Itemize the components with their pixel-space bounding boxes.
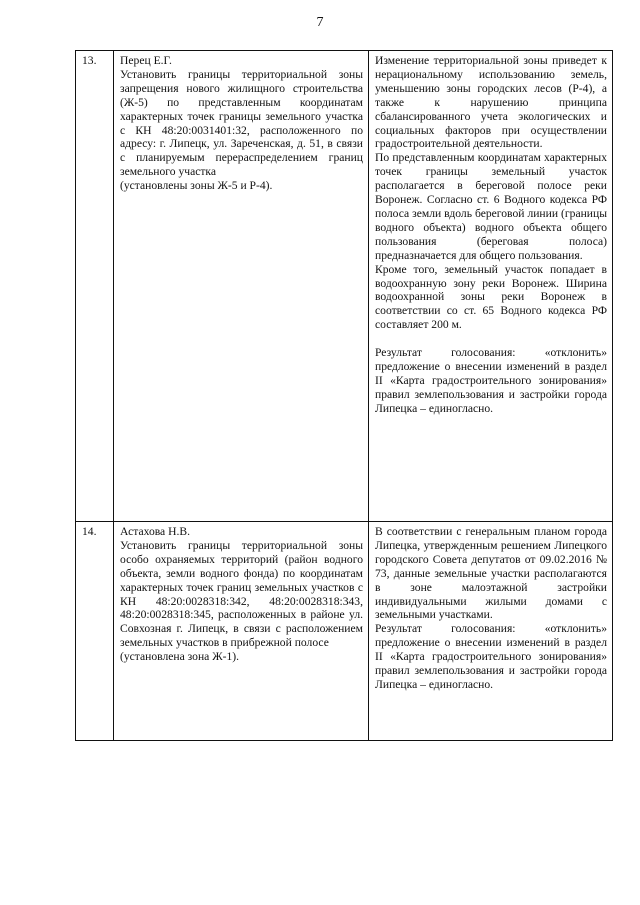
decisions-table [75, 50, 613, 741]
zone-note: (установлены зоны Ж-5 и Р-4). [120, 179, 273, 193]
vote-result: Результат голосования: «отклонить» предложение о внесении изменений в раздел II «Карта градостроительного зонирования» правил землепользования и застройки города Липецка – единогласно. [375, 346, 607, 415]
decision-paragraph: Кроме того, земельный участок попадает в водоохранную зону реки Воронеж. Ширина водоохранной зоны реки Воронеж в соответствии со ст. 65 Водного кодекса РФ составляет 200 м. [375, 262, 607, 332]
page-number: 7 [316, 15, 324, 30]
decision-cell [369, 522, 613, 741]
zone-note: (установлена зона Ж-1). [120, 650, 240, 664]
proposal-cell [114, 522, 369, 741]
row-number: 13. [76, 51, 114, 522]
proposal-text: Установить границы территориальной зоны особо охраняемых территорий (район водного объекта, земли водного фонда) по координатам характерных точек границ земельных участков с КН 48:20:0028318:342, 48:20:0028318:343, 48:20:0028318:345, расположенных в районе ул. Совхозная г. Липецк, в связи с расположением земельных участков в прибрежной полосе [120, 538, 363, 650]
table-row [76, 51, 613, 522]
proposal-text: Установить границы территориальной зоны запрещения нового жилищного строительства (Ж-5) по представленным координатам характерных точек границы земельного участка с КН 48:20:0031401:32, расположенного по адресу: г. Липецк, ул. Зареченская, д. 51, в связи с планируемым перераспределением границ земельного участка [120, 67, 363, 179]
decision-paragraph: Изменение территориальной зоны приведет к нерациональному использованию земель, уменьшению зоны городских лесов (Р-4), а также к нарушению принципа сбалансированного учета экологических и социальных факторов при осуществлении градостроительной деятельности. [375, 54, 607, 151]
applicant-name: Астахова Н.В. [120, 525, 191, 538]
proposal-cell [114, 51, 369, 522]
table-row [76, 522, 613, 741]
decision-cell [369, 51, 613, 522]
row-number: 14. [76, 522, 114, 741]
vote-result: Результат голосования: «отклонить» предложение о внесении изменений в раздел II «Карта градостроительного зонирования» правил землепользования и застройки города Липецка – единогласно. [375, 622, 607, 691]
decision-paragraph: В соответствии с генеральным планом города Липецка, утвержденным решением Липецкого городского Совета депутатов от 09.02.2016 № 73, данные земельные участки располагаются в зоне малоэтажной застройки индивидуальными жилыми домами с земельными участками. [375, 525, 607, 622]
decision-paragraph: По представленным координатам характерных точек границы земельный участок располагается в береговой полосе реки Воронеж. Согласно ст. 6 Водного кодекса РФ полоса земли вдоль береговой линии (границы водного объекта) водного объекта общего пользования (береговая полоса) предназначается для общего пользования. [375, 151, 607, 262]
applicant-name: Перец Е.Г. [120, 54, 172, 67]
